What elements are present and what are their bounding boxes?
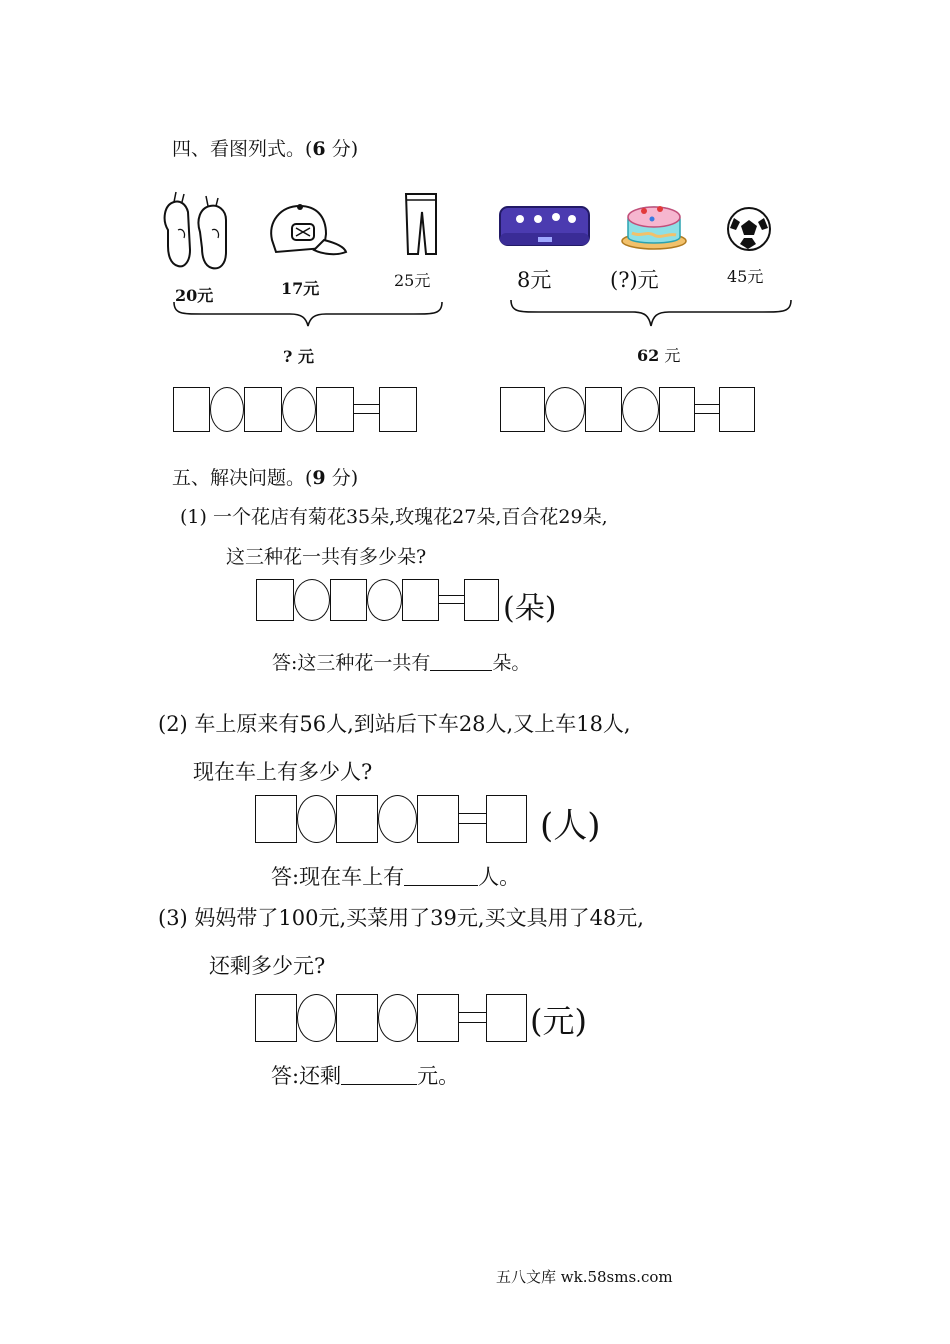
equation-box[interactable] [330,579,367,621]
mittens-icon [160,190,232,275]
answer-suffix: 人。 [478,865,521,889]
equation-p3 [255,994,527,1042]
equation-p1 [256,579,499,621]
problem1-unit: (朵) [503,591,557,626]
equation-box[interactable] [336,994,378,1042]
right-total-num: 62 [637,346,660,365]
right-price-1: (?)元 [610,268,659,292]
equation-box[interactable] [417,795,459,843]
problem3-unit: (元) [530,1002,587,1040]
equation-box[interactable] [585,387,622,432]
left-total: ? 元 [283,347,314,366]
equation-box[interactable] [244,387,282,432]
operator-circle[interactable] [545,387,585,432]
problem1-answer [272,648,530,675]
section4-points: 6 [312,138,326,160]
operator-circle[interactable] [210,387,244,432]
equals-sign [439,579,464,621]
answer-prefix: 答:现在车上有 [271,865,405,889]
problem3-line2: 还剩多少元? [209,954,326,978]
equals-sign [459,994,486,1042]
footer-watermark: 五八文库 wk.58sms.com [496,1268,673,1286]
section5-title-text: 五、解决问题。( [172,467,313,489]
equals-sign [354,387,379,432]
equation-box[interactable] [659,387,695,432]
operator-circle[interactable] [378,994,417,1042]
equation-p2 [255,795,527,843]
answer-blank[interactable] [341,1066,417,1085]
operator-circle[interactable] [367,579,402,621]
answer-prefix: 答:还剩 [271,1064,342,1088]
operator-circle[interactable] [622,387,659,432]
right-price-2: 45元 [727,267,764,286]
equals-sign [695,387,719,432]
equation-box[interactable] [402,579,439,621]
equation-box[interactable] [256,579,294,621]
problem1-line2: 这三种花一共有多少朵? [226,546,427,568]
operator-circle[interactable] [294,579,330,621]
section4-title [172,134,358,161]
answer-suffix: 元。 [417,1064,460,1088]
answer-suffix: 朵。 [492,652,531,674]
problem2-line1: (2) 车上原来有56人,到站后下车28人,又上车18人, [158,712,631,736]
operator-circle[interactable] [297,994,336,1042]
operator-circle[interactable] [282,387,316,432]
result-box[interactable] [486,795,527,843]
right-total-unit: 元 [659,346,681,365]
equation-box[interactable] [500,387,545,432]
problem2-answer [271,861,520,891]
cap-icon [266,200,348,264]
result-box[interactable] [379,387,417,432]
problem2-line2: 现在车上有多少人? [193,760,373,784]
problem2-unit: (人) [540,806,601,846]
result-box[interactable] [464,579,499,621]
operator-circle[interactable] [378,795,417,843]
soccer-ball-icon [726,206,772,252]
left-price-1: 17元 [281,279,320,298]
pencil-case-icon [498,203,591,249]
result-box[interactable] [486,994,527,1042]
problem3-line1: (3) 妈妈带了100元,买菜用了39元,买文具用了48元, [158,906,644,930]
answer-blank[interactable] [404,867,478,886]
result-box[interactable] [719,387,755,432]
right-brace [509,298,793,330]
right-total [637,343,680,366]
equals-sign [459,795,486,843]
equation-box[interactable] [316,387,354,432]
equation-box[interactable] [417,994,459,1042]
answer-blank[interactable] [430,652,492,671]
equation-box[interactable] [255,994,297,1042]
section4-title-end: 分) [325,138,359,160]
equation-4-left [173,387,417,432]
operator-circle[interactable] [297,795,336,843]
section5-title [172,463,358,490]
equation-box[interactable] [255,795,297,843]
problem1-line1: (1) 一个花店有菊花35朵,玫瑰花27朵,百合花29朵, [180,506,608,528]
right-price-0: 8元 [517,268,552,292]
cake-icon [620,193,688,251]
section5-title-end: 分) [325,467,359,489]
left-price-2: 25元 [394,271,431,290]
section4-title-text: 四、看图列式。( [172,138,313,160]
left-brace [172,300,444,330]
problem3-answer [271,1060,459,1090]
equation-box[interactable] [336,795,378,843]
equation-4-right [500,387,755,432]
equation-box[interactable] [173,387,210,432]
answer-prefix: 答:这三种花一共有 [272,652,431,674]
left-price-0: 20元 [175,286,214,305]
pants-icon [402,190,440,258]
section5-points: 9 [312,467,326,489]
